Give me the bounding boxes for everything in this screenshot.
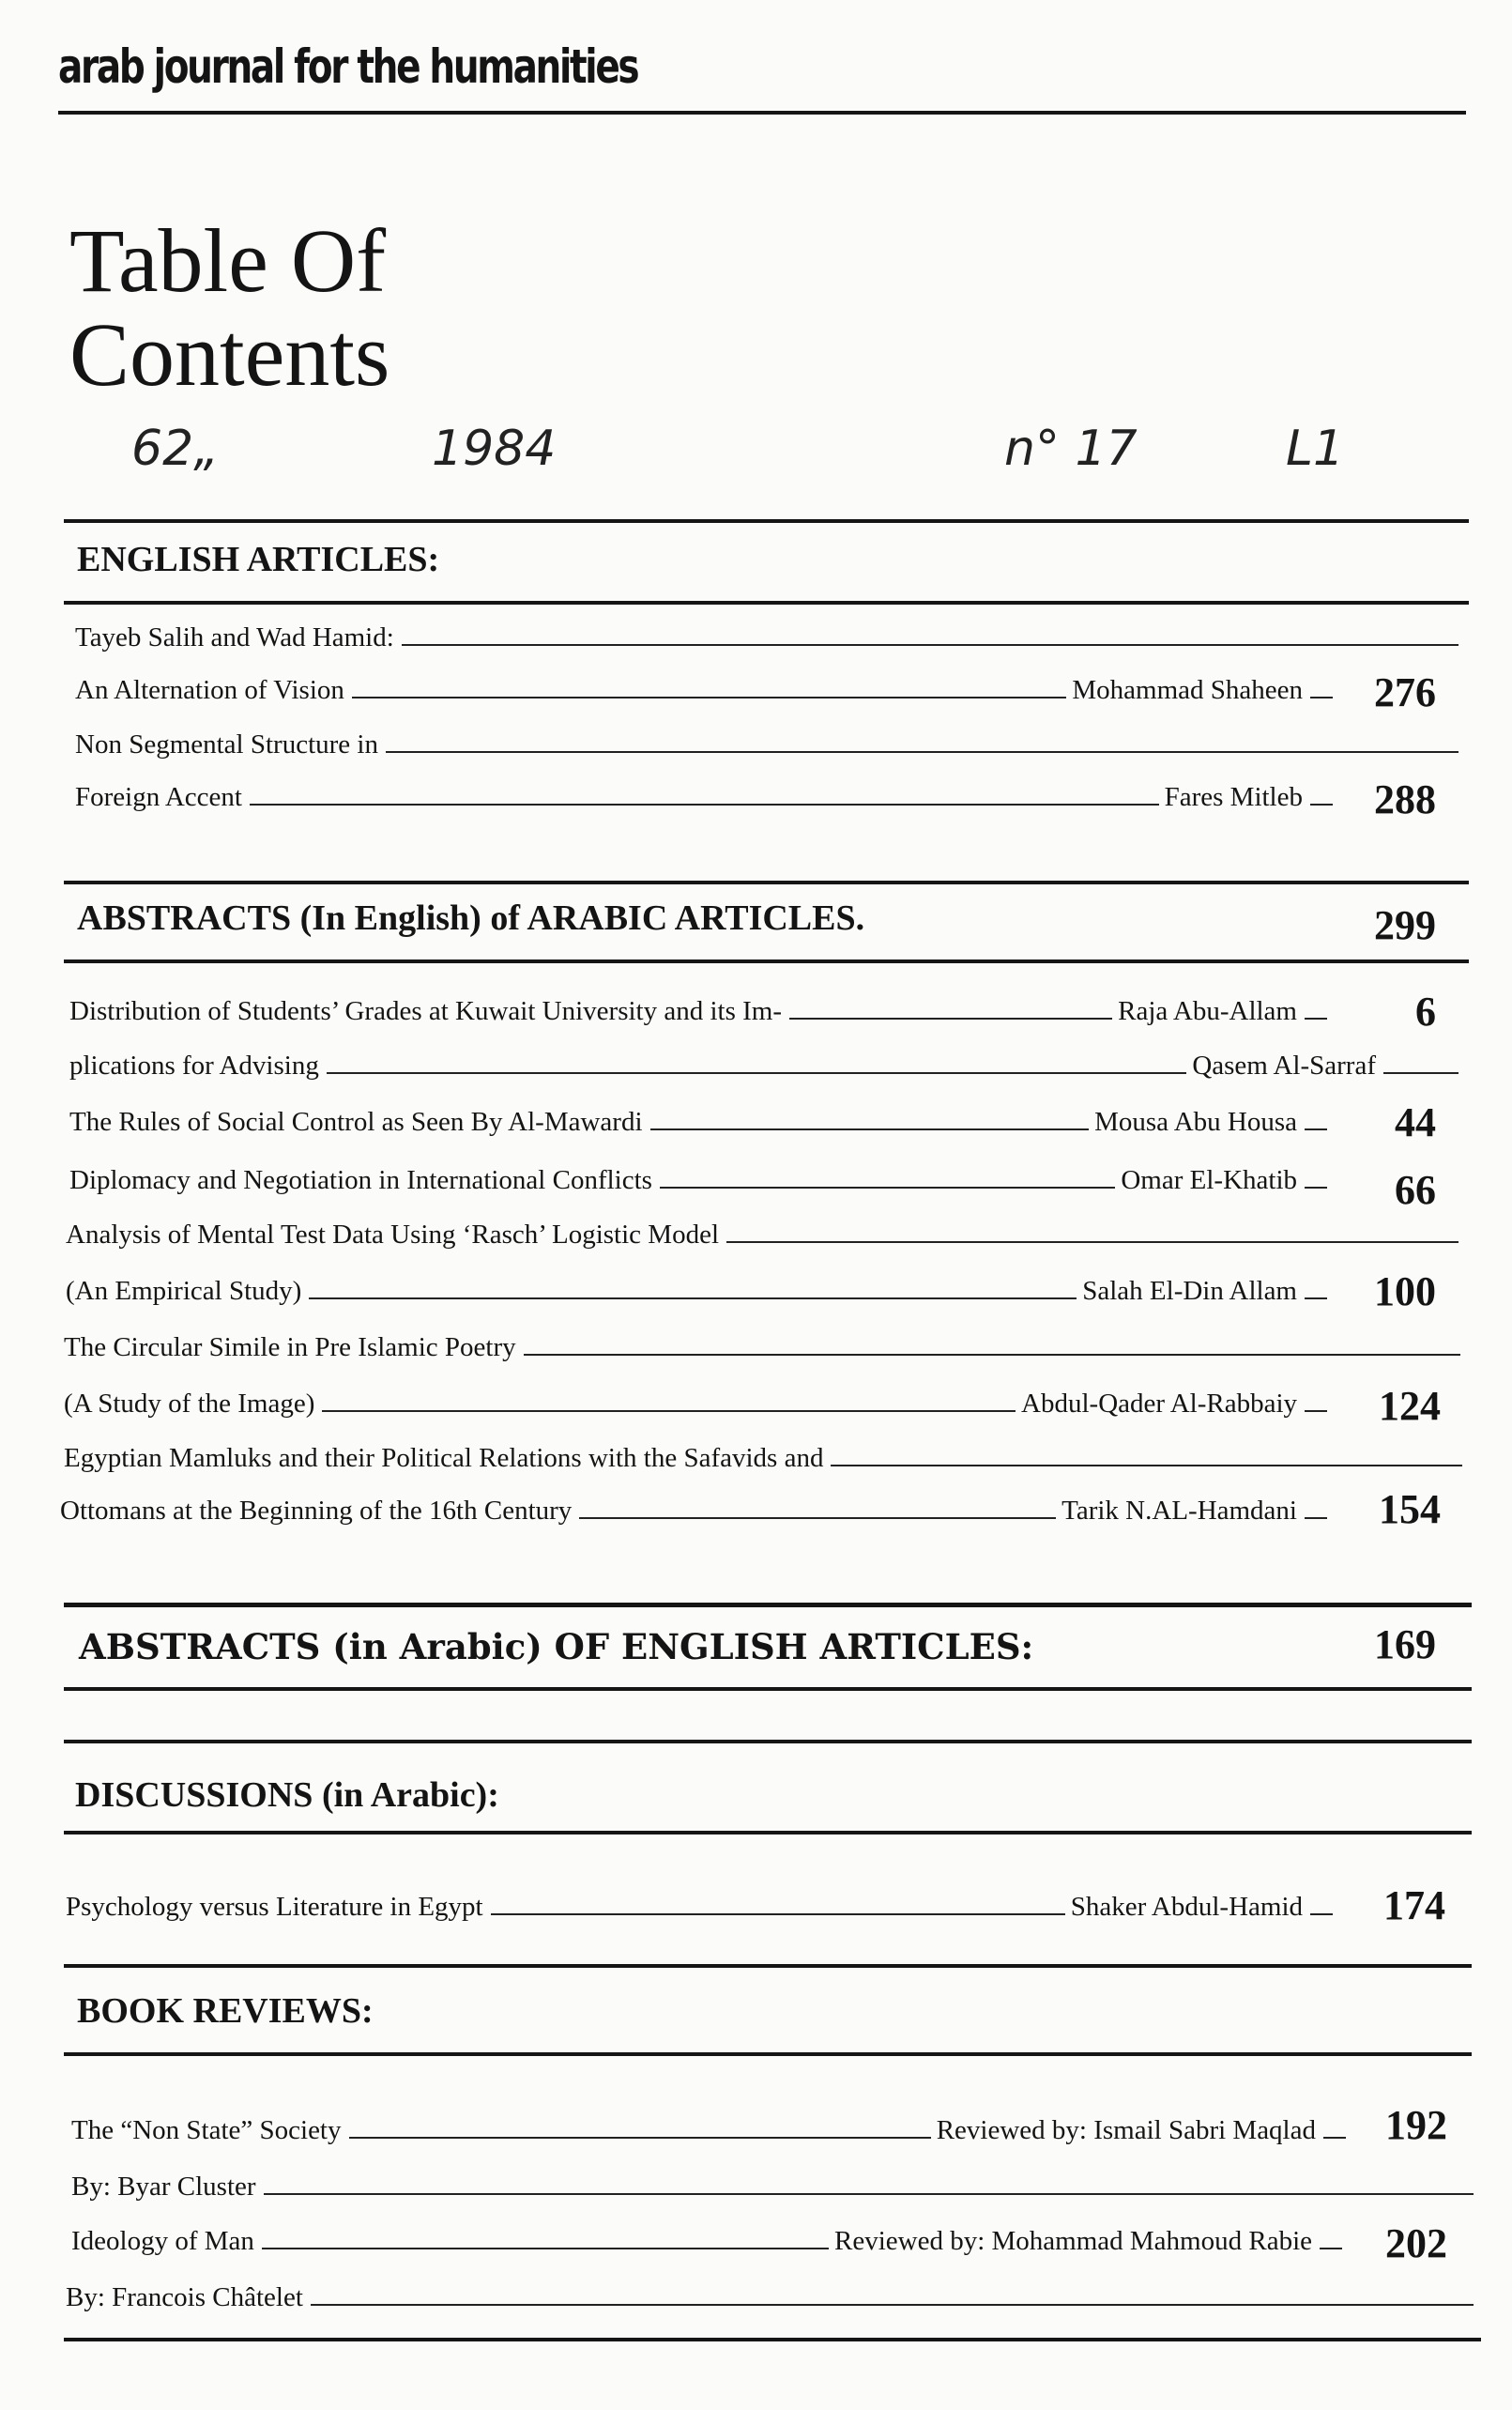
article-title: Ottomans at the Beginning of the 16th Century <box>60 1496 573 1526</box>
page-number: 174 <box>1383 1882 1445 1928</box>
leader-line <box>352 697 1066 698</box>
toc-row <box>75 723 1464 760</box>
leader-line <box>327 1072 1186 1074</box>
article-author: Omar El-Khatib <box>1121 1165 1297 1195</box>
article-author: Salah El-Din Allam <box>1082 1276 1297 1306</box>
toc-row <box>69 990 1327 1027</box>
page-number: 124 <box>1379 1383 1441 1429</box>
section-rule <box>64 1964 1472 1968</box>
section-rule <box>64 1831 1472 1834</box>
section-rule <box>64 881 1469 884</box>
toc-row <box>66 2276 1479 2313</box>
article-author: Tarik N.AL-Hamdani <box>1061 1496 1297 1526</box>
toc-row <box>75 775 1333 813</box>
section-rule <box>64 1740 1472 1743</box>
toc-row <box>75 668 1333 706</box>
toc-row <box>69 1044 1464 1082</box>
article-author: Abdul-Qader Al-Rabbaiy <box>1021 1389 1297 1419</box>
leader-line <box>322 1410 1016 1412</box>
section-rule <box>64 1687 1472 1691</box>
article-title: Distribution of Students’ Grades at Kuwait University and its Im- <box>69 996 782 1026</box>
leader-line <box>660 1187 1115 1189</box>
book-title: The “Non State” Society <box>71 2115 342 2145</box>
article-title: (A Study of the Image) <box>64 1389 315 1419</box>
book-author: By: Byar Cluster <box>71 2172 256 2202</box>
page-number: 288 <box>1374 776 1436 822</box>
leader-line <box>491 1913 1065 1915</box>
page-title <box>69 210 390 405</box>
page-number: 202 <box>1385 2220 1447 2266</box>
page-number: 154 <box>1379 1486 1441 1532</box>
section-heading-english-articles: ENGLISH ARTICLES: <box>77 540 440 579</box>
section-rule <box>64 519 1469 523</box>
leader-line <box>726 1241 1459 1243</box>
handwritten-note-2: 1984 <box>432 421 557 477</box>
article-title: The Circular Simile in Pre Islamic Poetry <box>64 1332 516 1362</box>
book-title: Ideology of Man <box>71 2226 254 2256</box>
handwritten-note-1: 62„ <box>131 421 220 477</box>
reviewer: Reviewed by: Mohammad Mahmoud Rabie <box>833 2226 1312 2256</box>
toc-row <box>66 1885 1333 1923</box>
article-author: Fares Mitleb <box>1164 782 1303 812</box>
toc-row <box>66 1269 1327 1307</box>
section-heading-discussions: DISCUSSIONS (in Arabic): <box>75 1775 499 1815</box>
article-author: Shaker Abdul-Hamid <box>1070 1892 1303 1922</box>
book-author: By: Francois Châtelet <box>66 2282 303 2312</box>
leader-line <box>650 1128 1090 1130</box>
section-page-number: 299 <box>1374 902 1436 948</box>
toc-row <box>66 1213 1464 1251</box>
article-title: Analysis of Mental Test Data Using ‘Rasch’ Logistic Model <box>66 1220 719 1250</box>
toc-row <box>69 1159 1327 1196</box>
toc-row <box>60 1489 1327 1527</box>
toc-row <box>64 1436 1468 1474</box>
article-title: The Rules of Social Control as Seen By Al-Mawardi <box>69 1107 643 1137</box>
article-title: Tayeb Salih and Wad Hamid: <box>75 622 394 652</box>
leader-line <box>831 1465 1462 1466</box>
article-author: Mohammad Shaheen <box>1072 675 1303 705</box>
section-rule <box>64 1603 1472 1607</box>
leader-line <box>524 1354 1460 1356</box>
article-title: Psychology versus Literature in Egypt <box>66 1892 483 1922</box>
leader-line <box>1383 1072 1459 1074</box>
section-heading-abstracts-english: ABSTRACTS (In English) of ARABIC ARTICLES. <box>77 898 865 938</box>
journal-title: arab journal for the humanities <box>58 39 638 94</box>
leader-line <box>311 2304 1474 2306</box>
leader-line <box>789 1018 1112 1020</box>
toc-row <box>64 1382 1327 1420</box>
section-heading-book-reviews: BOOK REVIEWS: <box>77 1991 374 2031</box>
leader-line <box>349 2137 931 2139</box>
article-title: Diplomacy and Negotiation in International Conflicts <box>69 1165 652 1195</box>
section-rule <box>64 2052 1472 2056</box>
section-rule <box>64 601 1469 605</box>
page-number: 100 <box>1374 1268 1436 1314</box>
leader-line <box>402 644 1459 646</box>
page-number: 276 <box>1374 669 1436 715</box>
leader-line <box>250 804 1159 806</box>
article-title: (An Empirical Study) <box>66 1276 302 1306</box>
article-author: Qasem Al-Sarraf <box>1192 1051 1376 1081</box>
section-rule <box>64 959 1469 963</box>
toc-row <box>75 616 1464 653</box>
handwritten-note-4: L1 <box>1286 421 1345 477</box>
article-author: Raja Abu-Allam <box>1118 996 1297 1026</box>
page-number: 192 <box>1385 2102 1447 2148</box>
section-page-number: 169 <box>1374 1621 1436 1667</box>
page-title-line1: Table Of <box>69 210 387 311</box>
article-title: Egyptian Mamluks and their Political Relations with the Safavids and <box>64 1443 824 1473</box>
toc-row <box>71 2165 1479 2203</box>
article-title: Foreign Accent <box>75 782 242 812</box>
page-number: 6 <box>1415 989 1436 1035</box>
toc-row <box>71 2219 1342 2257</box>
toc-row <box>69 1100 1327 1138</box>
toc-row <box>71 2109 1346 2146</box>
leader-line <box>262 2248 829 2249</box>
article-title: Non Segmental Structure in <box>75 729 378 760</box>
reviewer: Reviewed by: Ismail Sabri Maqlad <box>936 2115 1316 2145</box>
page-number: 44 <box>1395 1099 1436 1145</box>
article-author: Mousa Abu Housa <box>1094 1107 1297 1137</box>
leader-line <box>264 2193 1474 2195</box>
header-rule <box>58 111 1466 115</box>
leader-line <box>579 1517 1056 1519</box>
page-title-line2: Contents <box>69 304 390 405</box>
page-number: 66 <box>1395 1167 1436 1213</box>
leader-line <box>386 751 1459 753</box>
article-title: plications for Advising <box>69 1051 319 1081</box>
article-title: An Alternation of Vision <box>75 675 344 705</box>
handwritten-note-3: n° 17 <box>1004 421 1138 477</box>
footer-rule <box>64 2338 1481 2341</box>
section-heading-abstracts-arabic: ABSTRACTS (in Arabic) OF ENGLISH ARTICLES: <box>79 1626 1034 1667</box>
leader-line <box>309 1297 1077 1299</box>
toc-row <box>64 1326 1466 1363</box>
